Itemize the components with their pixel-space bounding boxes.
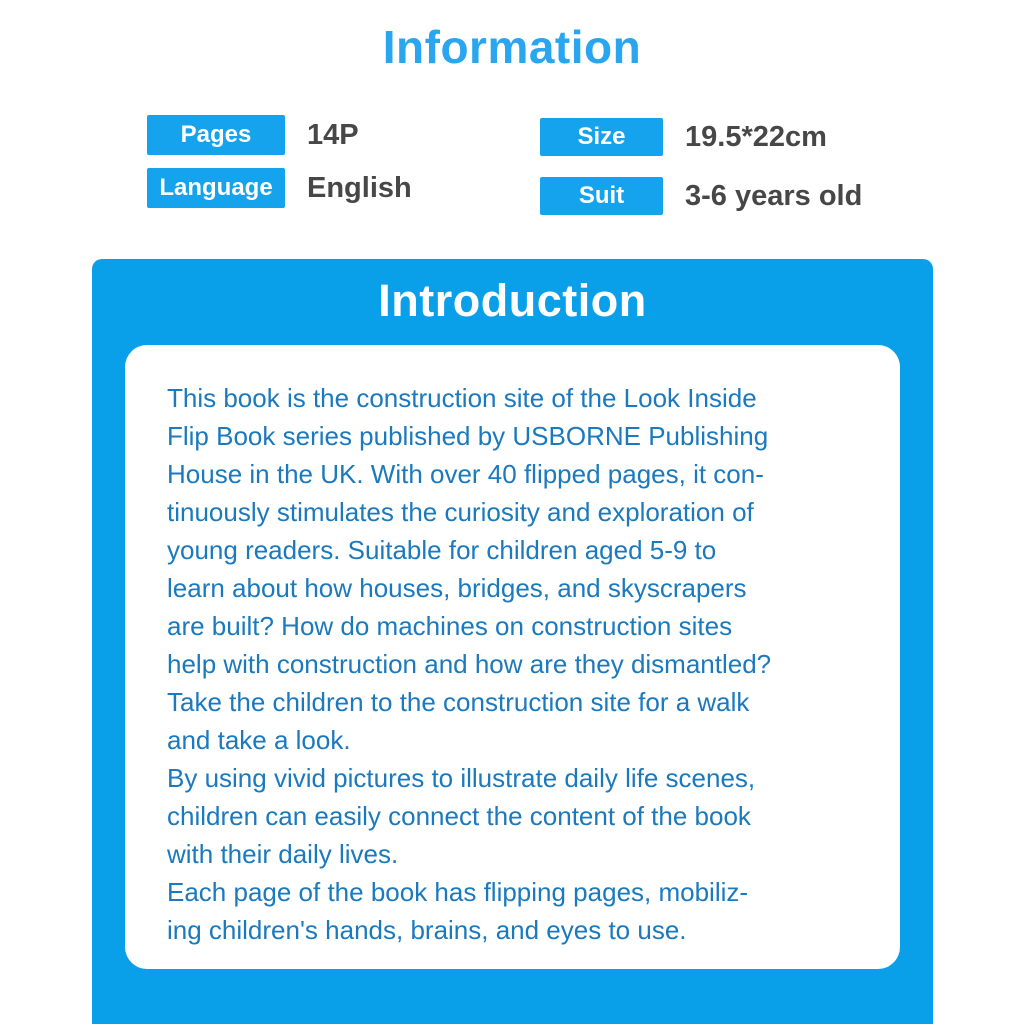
introduction-heading: Introduction (378, 275, 647, 326)
introduction-text-line: Each page of the book has flipping pages, mobiliz- (167, 877, 749, 907)
suit-value: 3-6 years old (685, 179, 863, 212)
suit-label-badge: Suit (540, 177, 663, 215)
info-item-suit (540, 177, 862, 215)
introduction-text-line: are built? How do machines on construction sites (167, 611, 733, 641)
introduction-text-line: tinuously stimulates the curiosity and exploration of (167, 497, 754, 527)
information-heading: Information (382, 21, 642, 73)
pages-value: 14P (307, 118, 359, 151)
introduction-text-line: Take the children to the construction site for a walk (167, 687, 750, 717)
introduction-text-line: children can easily connect the content of the book (167, 801, 751, 831)
introduction-text-line: This book is the construction site of the Look Inside (167, 383, 757, 413)
introduction-text-line: young readers. Suitable for children aged 5-9 to (167, 535, 717, 565)
introduction-text-line: ing children's hands, brains, and eyes to use. (167, 915, 687, 945)
introduction-text-line: and take a look. (167, 725, 351, 755)
introduction-text-line: House in the UK. With over 40 flipped pages, it con- (167, 459, 764, 489)
info-item-language (147, 168, 412, 208)
size-value: 19.5*22cm (685, 120, 827, 153)
info-item-size (540, 118, 827, 156)
language-value: English (307, 171, 412, 204)
info-item-pages (147, 115, 359, 155)
introduction-panel (92, 259, 933, 1024)
language-label-badge: Language (147, 168, 285, 208)
introduction-text-line: By using vivid pictures to illustrate daily life scenes, (167, 763, 756, 793)
introduction-card (125, 345, 900, 969)
introduction-text-line: help with construction and how are they dismantled? (167, 649, 772, 679)
introduction-text-line: Flip Book series published by USBORNE Publishing (167, 421, 769, 451)
pages-label-badge: Pages (147, 115, 285, 155)
introduction-text-line: learn about how houses, bridges, and skyscrapers (167, 573, 747, 603)
size-label-badge: Size (540, 118, 663, 156)
introduction-text-line: with their daily lives. (167, 839, 399, 869)
